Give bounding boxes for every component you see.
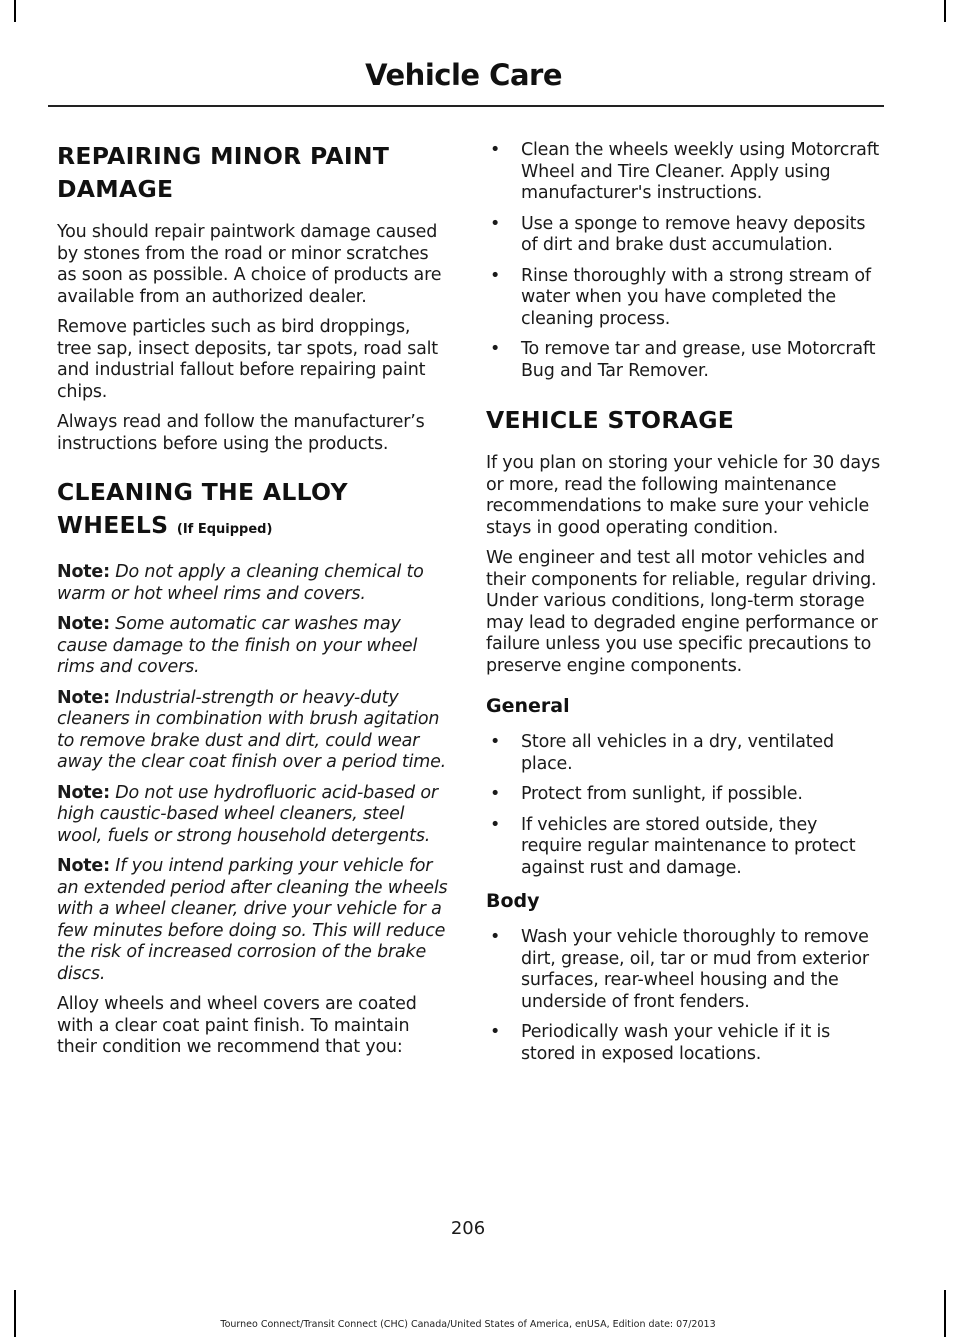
page-number: 206 xyxy=(450,1218,486,1239)
bullet-mark: • xyxy=(490,814,501,835)
crop-mark xyxy=(944,1290,946,1337)
note-text: If you intend parking your vehicle for an extended period after cleaning the wheels with a wheel cleaner, drive your vehicle for a few minutes before doing so. This will reduce the risk of increased corrosion of the brake discs. xyxy=(57,856,448,984)
right-column xyxy=(486,140,882,1075)
bullet-mark: • xyxy=(490,140,501,160)
section-heading-paint: REPAIRING MINOR PAINT DAMAGE xyxy=(57,142,390,203)
list-item-text: Periodically wash your vehicle if it is stored in exposed locations. xyxy=(521,1022,831,1064)
note-text: Do not use hydrofluoric acid-based or high caustic-based wheel cleaners, steel wool, fuels or strong household detergents. xyxy=(57,782,438,846)
note xyxy=(57,614,449,679)
list-item xyxy=(486,927,882,1013)
list-item xyxy=(486,815,882,880)
note-label: Note: xyxy=(57,856,110,876)
page-header-title: Vehicle Care xyxy=(365,58,562,92)
list-item xyxy=(486,1022,882,1065)
list-item xyxy=(486,266,882,331)
body-list xyxy=(486,927,882,1065)
bullet-mark: • xyxy=(490,339,501,359)
header-rule xyxy=(48,105,884,107)
note-label: Note: xyxy=(57,562,110,582)
note-text: Some automatic car washes may cause damage to the finish on your wheel rims and covers. xyxy=(57,614,418,677)
bullet-mark: • xyxy=(490,265,501,286)
list-item xyxy=(486,784,882,806)
note-label: Note: xyxy=(57,614,110,634)
list-item xyxy=(486,339,882,382)
section-heading-wheels xyxy=(57,476,449,546)
crop-mark xyxy=(14,0,16,22)
note xyxy=(57,562,449,605)
paragraph: We engineer and test all motor vehicles and their components for reliable, regular driving. Under various conditions, long-term storage may lead to degraded engine performance or failure unless you use specific precautions to preserve engine components. xyxy=(486,548,878,676)
bullet-mark: • xyxy=(490,1022,501,1042)
paragraph: Alloy wheels and wheel covers are coated with a clear coat paint finish. To maintain their condition we recommend that you: xyxy=(57,994,417,1057)
bullet-mark: • xyxy=(490,213,501,234)
paragraph: Always read and follow the manufacturer’s instructions before using the products. xyxy=(57,412,425,454)
list-item-text: Store all vehicles in a dry, ventilated place. xyxy=(521,732,834,774)
crop-mark xyxy=(944,0,946,22)
paragraph: You should repair paintwork damage caused by stones from the road or minor scratches as soon as possible. A choice of products are available from an authorized dealer. xyxy=(57,222,442,307)
note-text: Industrial-strength or heavy-duty cleaners in combination with brush agitation to remove brake dust and dirt, could wear away the clear coat finish over a period time. xyxy=(57,687,447,772)
section-heading-storage: VEHICLE STORAGE xyxy=(486,406,735,434)
footer-text: Tourneo Connect/Transit Connect (CHC) Canada/United States of America, enUSA, Edition date: 07/2013 xyxy=(220,1319,716,1330)
left-column xyxy=(57,140,449,1068)
list-item xyxy=(486,732,882,775)
subheading-body: Body xyxy=(486,890,540,912)
note xyxy=(57,856,449,985)
note-text: Do not apply a cleaning chemical to warm or hot wheel rims and covers. xyxy=(57,562,424,604)
list-item xyxy=(486,140,882,205)
list-item-text: Protect from sunlight, if possible. xyxy=(521,784,803,804)
paragraph: If you plan on storing your vehicle for 30 days or more, read the following maintenance recommendations to make sure your vehicle stays in good operating condition. xyxy=(486,453,880,538)
heading-qualifier: (If Equipped) xyxy=(176,522,273,537)
note xyxy=(57,783,449,848)
note-label: Note: xyxy=(57,687,110,708)
list-item xyxy=(486,214,882,257)
heading-text: CLEANING THE ALLOY WHEELS xyxy=(57,478,348,539)
list-item-text: To remove tar and grease, use Motorcraft Bug and Tar Remover. xyxy=(521,339,876,381)
bullet-mark: • xyxy=(490,784,501,804)
paragraph: Remove particles such as bird droppings, tree sap, insect deposits, tar spots, road salt and industrial fallout before repairing paint chips. xyxy=(57,317,438,402)
bullet-mark: • xyxy=(490,732,501,752)
list-item-text: Rinse thoroughly with a strong stream of water when you have completed the cleaning process. xyxy=(521,265,871,329)
list-item-text: Clean the wheels weekly using Motorcraft Wheel and Tire Cleaner. Apply using manufacturer's instructions. xyxy=(521,140,880,203)
subheading-general: General xyxy=(486,695,570,717)
list-item-text: Use a sponge to remove heavy deposits of dirt and brake dust accumulation. xyxy=(521,213,866,255)
note xyxy=(57,688,449,774)
list-item-text: If vehicles are stored outside, they require regular maintenance to protect against rust and damage. xyxy=(521,814,856,878)
bullet-mark: • xyxy=(490,927,501,947)
wheel-care-list xyxy=(486,140,882,382)
list-item-text: Wash your vehicle thoroughly to remove dirt, grease, oil, tar or mud from exterior surfaces, rear-wheel housing and the underside of front fenders. xyxy=(521,927,869,1012)
note-label: Note: xyxy=(57,782,110,803)
general-list xyxy=(486,732,882,879)
